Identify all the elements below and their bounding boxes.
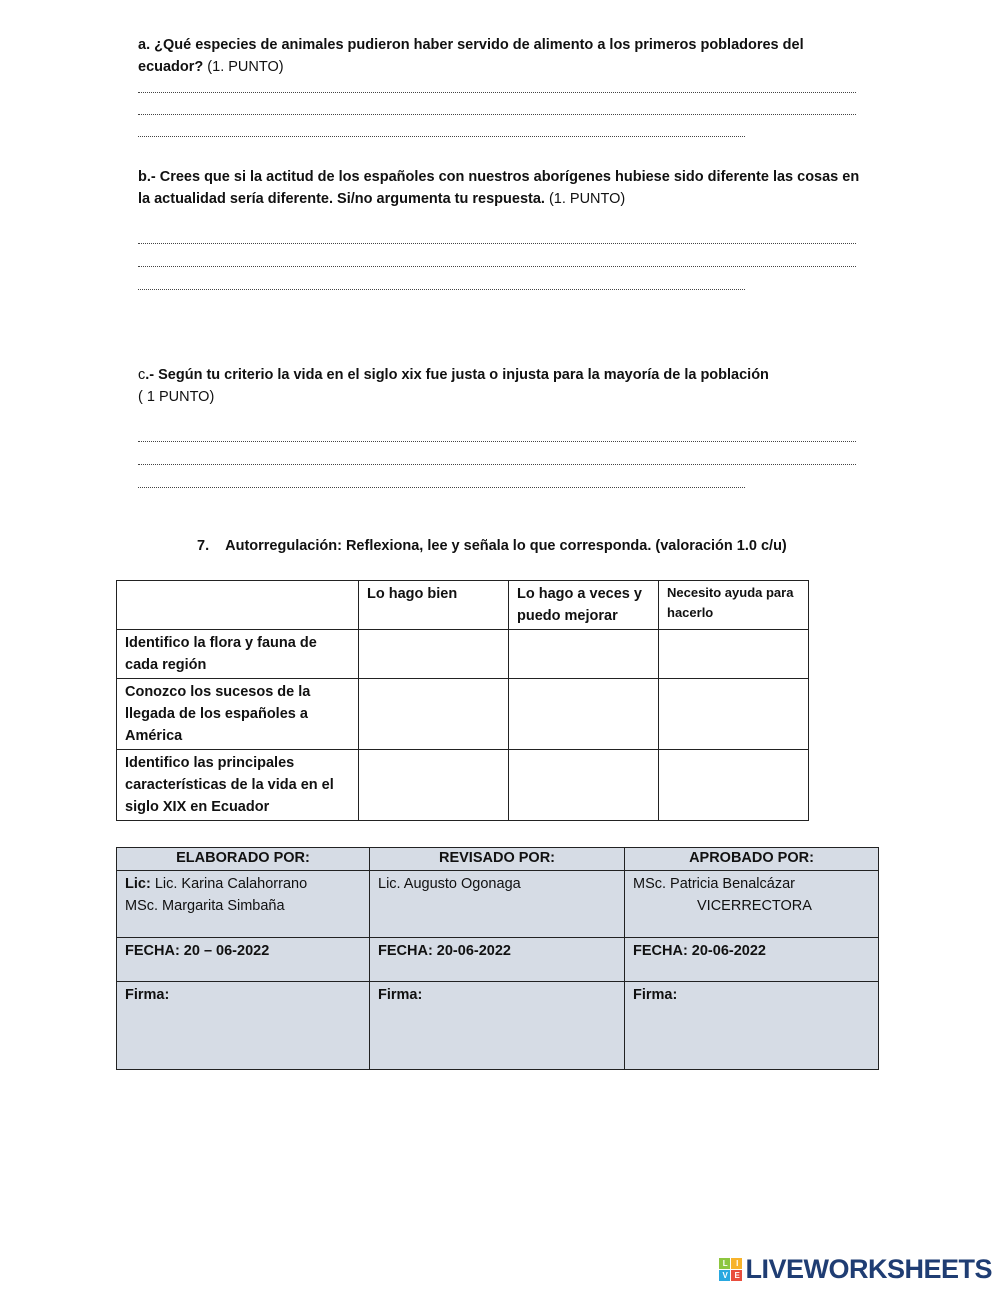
- header-elaborado: ELABORADO POR:: [117, 848, 370, 871]
- check-cell[interactable]: [509, 750, 659, 821]
- question-c-text: .- Según tu criterio la vida en el siglo xix fue justa o injusta para la mayoría de la población: [145, 367, 769, 383]
- check-cell[interactable]: [509, 679, 659, 750]
- answer-line[interactable]: [138, 114, 856, 115]
- aprobado-role: VICERRECTORA: [697, 898, 812, 914]
- question-c-points: ( 1 PUNTO): [138, 389, 215, 405]
- answer-line[interactable]: [138, 266, 856, 267]
- header-revisado: REVISADO POR:: [370, 848, 625, 871]
- signature-field[interactable]: Firma:: [625, 982, 879, 1070]
- question-a-text: a. ¿Qué especies de animales pudieron haber servido de alimento a los primeros pobladores del ecuador?: [138, 37, 804, 75]
- question-c: [138, 364, 868, 408]
- answer-line[interactable]: [138, 243, 856, 244]
- check-cell[interactable]: [359, 679, 509, 750]
- question-a-points: (1. PUNTO): [207, 59, 284, 75]
- date-elaborado: FECHA: 20 – 06-2022: [117, 938, 370, 982]
- logo-blocks-icon: [719, 1258, 742, 1281]
- elaborado-cell: [117, 871, 370, 938]
- question-b-points: (1. PUNTO): [548, 191, 626, 207]
- date-revisado: FECHA: 20-06-2022: [370, 938, 625, 982]
- question-b-text: b.- Crees que si la actitud de los españoles con nuestros aborígenes hubiese sido diferente las cosas en la actualidad sería diferente. Si/no argumenta tu respuesta.: [138, 169, 860, 207]
- logo-letter: I: [731, 1258, 742, 1269]
- check-cell[interactable]: [359, 750, 509, 821]
- answer-line[interactable]: [138, 92, 856, 93]
- row-label: Conozco los sucesos de la llegada de los españoles a América: [117, 679, 359, 750]
- logo-letter: L: [719, 1258, 730, 1269]
- revisado-name: Lic. Augusto Ogonaga: [370, 871, 625, 938]
- elaborado-prefix: Lic:: [125, 876, 151, 892]
- approval-table: [116, 847, 879, 1070]
- column-header: Necesito ayuda para hacerlo: [659, 581, 809, 630]
- header-aprobado: APROBADO POR:: [625, 848, 879, 871]
- section-7-heading: [197, 538, 787, 554]
- check-cell[interactable]: [659, 630, 809, 679]
- liveworksheets-logo: [719, 1254, 992, 1285]
- check-cell[interactable]: [659, 679, 809, 750]
- section-title: Autorregulación: Reflexiona, lee y señala lo que corresponda. (valoración 1.0 c/u): [225, 538, 787, 554]
- elaborado-names: Lic. Karina Calahorrano MSc. Margarita Simbaña: [125, 876, 308, 914]
- logo-text: LIVEWORKSHEETS: [745, 1254, 992, 1284]
- question-b: [138, 166, 868, 210]
- answer-line[interactable]: [138, 441, 856, 442]
- logo-letter: E: [731, 1270, 742, 1281]
- signature-field[interactable]: Firma:: [370, 982, 625, 1070]
- answer-line[interactable]: [138, 464, 856, 465]
- signature-field[interactable]: Firma:: [117, 982, 370, 1070]
- column-header: Lo hago a veces y puedo mejorar: [509, 581, 659, 630]
- check-cell[interactable]: [509, 630, 659, 679]
- check-cell[interactable]: [659, 750, 809, 821]
- aprobado-cell: [625, 871, 879, 938]
- column-header: [117, 581, 359, 630]
- column-header: Lo hago bien: [359, 581, 509, 630]
- logo-letter: V: [719, 1270, 730, 1281]
- answer-line[interactable]: [138, 289, 745, 290]
- answer-line[interactable]: [138, 487, 745, 488]
- answer-line[interactable]: [138, 136, 745, 137]
- row-label: Identifico la flora y fauna de cada región: [117, 630, 359, 679]
- question-a: [138, 34, 868, 78]
- row-label: Identifico las principales características de la vida en el siglo XIX en Ecuador: [117, 750, 359, 821]
- question-c-prefix: c: [138, 367, 146, 383]
- self-assessment-table: [116, 580, 809, 821]
- aprobado-name: MSc. Patricia Benalcázar: [633, 876, 795, 892]
- check-cell[interactable]: [359, 630, 509, 679]
- date-aprobado: FECHA: 20-06-2022: [625, 938, 879, 982]
- section-number: 7.: [197, 538, 210, 554]
